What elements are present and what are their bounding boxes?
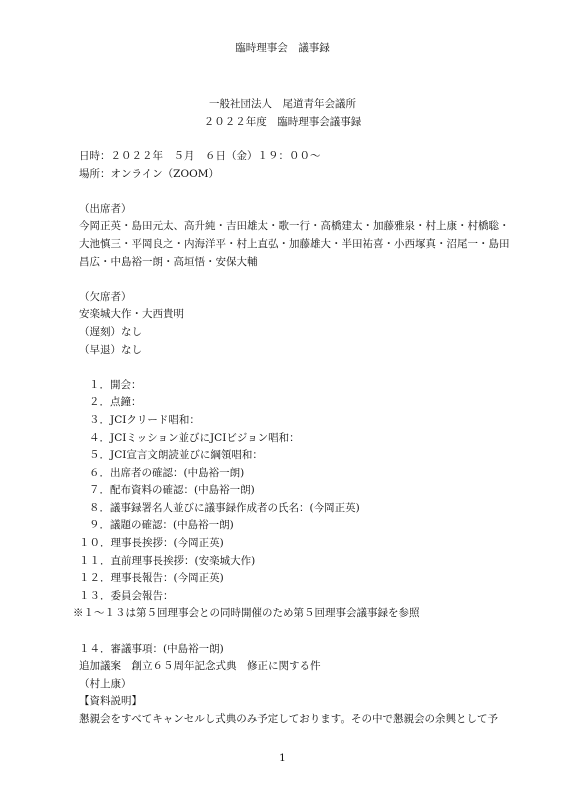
minutes-body [73, 148, 510, 729]
agenda-item: １４．審議事項：(中島裕一朗) [79, 642, 224, 655]
attendees-line: 昌広・中島裕一朗・高垣悟・安保大輔 [79, 255, 258, 268]
meeting-place: 場所：オンライン（ZOOM） [79, 167, 219, 180]
reference-note: ※１～１３は第５回理事会との同時開催のため第５回理事会議事録を参照 [73, 607, 420, 620]
organization-name: 一般社団法人 尾道青年会議所 [209, 98, 356, 110]
page-header: 臨時理事会 議事録 [235, 42, 330, 54]
agenda-item: １２．理事長報告：(今岡正英) [79, 572, 224, 585]
early-leavers: （早退）なし [79, 343, 142, 356]
agenda-item: ２．点鐘： [89, 396, 142, 409]
section-heading: 【資料説明】 [79, 695, 142, 708]
agenda-item: ６．出席者の確認：(中島裕一朗) [89, 466, 245, 479]
absentees-heading: （欠席者） [79, 290, 132, 303]
organization-block [0, 96, 565, 131]
late-arrivals: （遅刻）なし [79, 325, 142, 338]
meeting-title: ２０２２年度 臨時理事会議事録 [203, 115, 362, 128]
agenda-item: ４．JCIミッション並びにJCIビジョン唱和： [89, 431, 300, 444]
meeting-datetime: 日時：２０２２年 ５月 ６日（金）１９：００～ [79, 150, 321, 162]
agenda-item: ７．配布資料の確認：(中島裕一朗) [89, 484, 255, 497]
agenda-item: １０．理事長挨拶：(今岡正英) [79, 537, 224, 550]
agenda-item: １．開会： [89, 378, 142, 391]
agenda-item: ８．議事録署名人並びに議事録作成者の氏名：(今岡正英) [89, 501, 360, 514]
proposal-presenter: （村上康） [79, 677, 132, 690]
agenda-item: ５．JCI宣言文朗読並びに綱領唱和： [89, 449, 263, 462]
proposal-title: 追加議案 創立６５周年記念式典 修正に関する件 [79, 660, 321, 673]
proposal-text: 懇親会をすべてキャンセルし式典のみ予定しております。その中で懇親会の余興として予 [79, 713, 498, 725]
attendees-line: 今岡正英・島田元太、高升純・吉田雄太・歌一行・高橋建太・加藤雅泉・村上康・村橋聡・ [79, 220, 510, 233]
agenda-item: ９．議題の確認：(中島裕一朗) [89, 519, 234, 532]
agenda-item: １３．委員会報告： [79, 589, 174, 602]
attendees-heading: （出席者） [79, 202, 132, 215]
agenda-item: ３．JCIクリード唱和： [89, 413, 200, 426]
agenda-item: １１．直前理事長挨拶：(安楽城大作) [79, 554, 256, 567]
absentees-names: 安楽城大作・大西貴明 [79, 308, 184, 321]
attendees-line: 大池慎三・平岡良之・内海洋平・村上直弘・加藤雄大・半田祐喜・小西塚真・沼尾一・島田 [79, 237, 510, 250]
page-number: 1 [279, 752, 286, 764]
